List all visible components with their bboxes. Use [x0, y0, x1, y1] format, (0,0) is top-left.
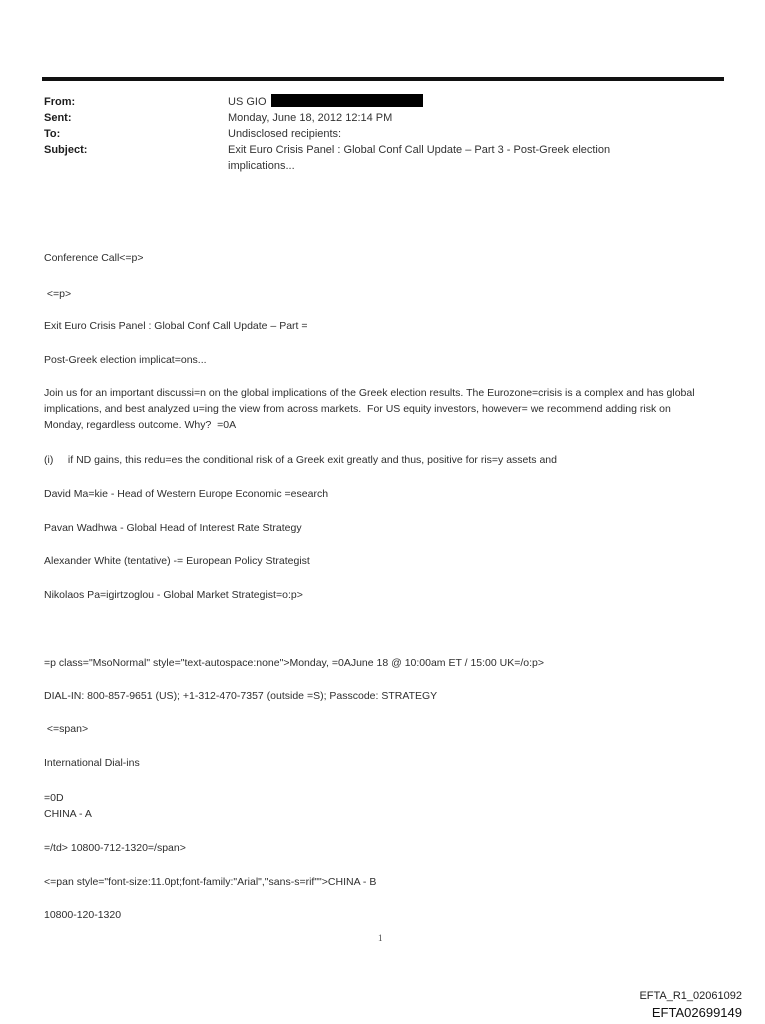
redaction-bar	[271, 94, 423, 107]
subject-value: Exit Euro Crisis Panel : Global Conf Call Update – Part 3 - Post-Greek election implications...	[228, 144, 611, 172]
body-paragraph: =0D	[44, 792, 64, 804]
header-row-sent	[44, 110, 724, 126]
body-paragraph: Join us for an important discussi=n on the global implications of the Greek election results. The Eurozone=crisis is a complex and has global implications, and best analyzed u=ing the view from across markets. For US equity investors, however= we recommend adding risk on Monday, regardless outcome. Why? =0A	[44, 387, 698, 431]
body-paragraph: =/td> 10800-712-1320=/span>	[44, 842, 186, 854]
sent-value: Monday, June 18, 2012 12:14 PM	[228, 112, 393, 124]
body-paragraph: 10800-120-1320	[44, 909, 122, 921]
to-value: Undisclosed recipients:	[228, 128, 342, 140]
body-paragraph: <=p>	[44, 288, 72, 300]
body-paragraph: <=pan style="font-size:11.0pt;font-family:"Arial","sans-s=rif"">CHINA - B	[44, 876, 377, 888]
to-label: To:	[44, 128, 61, 140]
from-value: US GIO	[228, 96, 267, 108]
body-paragraph: Conference Call<=p>	[44, 252, 144, 264]
body-paragraph: Exit Euro Crisis Panel : Global Conf Call Update – Part =	[44, 320, 308, 332]
body-paragraph: Post-Greek election implicat=ons...	[44, 354, 207, 366]
body-paragraph: Alexander White (tentative) -= European Policy Strategist	[44, 555, 310, 567]
body-paragraph: =p class="MsoNormal" style="text-autospace:none">Monday, =0AJune 18 @ 10:00am ET / 15:00 UK=/o:p>	[44, 657, 545, 669]
body-paragraph: (i) if ND gains, this redu=es the conditional risk of a Greek exit greatly and thus, positive for ris=y assets and	[44, 454, 557, 466]
sent-label: Sent:	[44, 112, 72, 124]
header-row-to	[44, 126, 724, 142]
body-paragraph: Nikolaos Pa=igirtzoglou - Global Market Strategist=o:p>	[44, 589, 303, 601]
body-paragraph: DIAL-IN: 800-857-9651 (US); +1-312-470-7357 (outside =S); Passcode: STRATEGY	[44, 690, 438, 702]
email-header	[44, 94, 724, 174]
bates-stamp-secondary: EFTA02699149	[651, 1005, 742, 1020]
header-row-from	[44, 94, 724, 110]
body-paragraph: International Dial-ins	[44, 757, 140, 769]
header-rule	[42, 77, 724, 81]
subject-label: Subject:	[44, 144, 88, 156]
from-label: From:	[44, 96, 76, 108]
body-paragraph: CHINA - A	[44, 808, 92, 820]
header-row-subject	[44, 142, 724, 174]
bates-stamp-primary: EFTA_R1_02061092	[639, 990, 742, 1002]
body-paragraph: Pavan Wadhwa - Global Head of Interest Rate Strategy	[44, 522, 302, 534]
body-paragraph: David Ma=kie - Head of Western Europe Economic =esearch	[44, 488, 329, 500]
page-number: 1	[378, 933, 383, 943]
body-paragraph: <=span>	[44, 723, 89, 735]
